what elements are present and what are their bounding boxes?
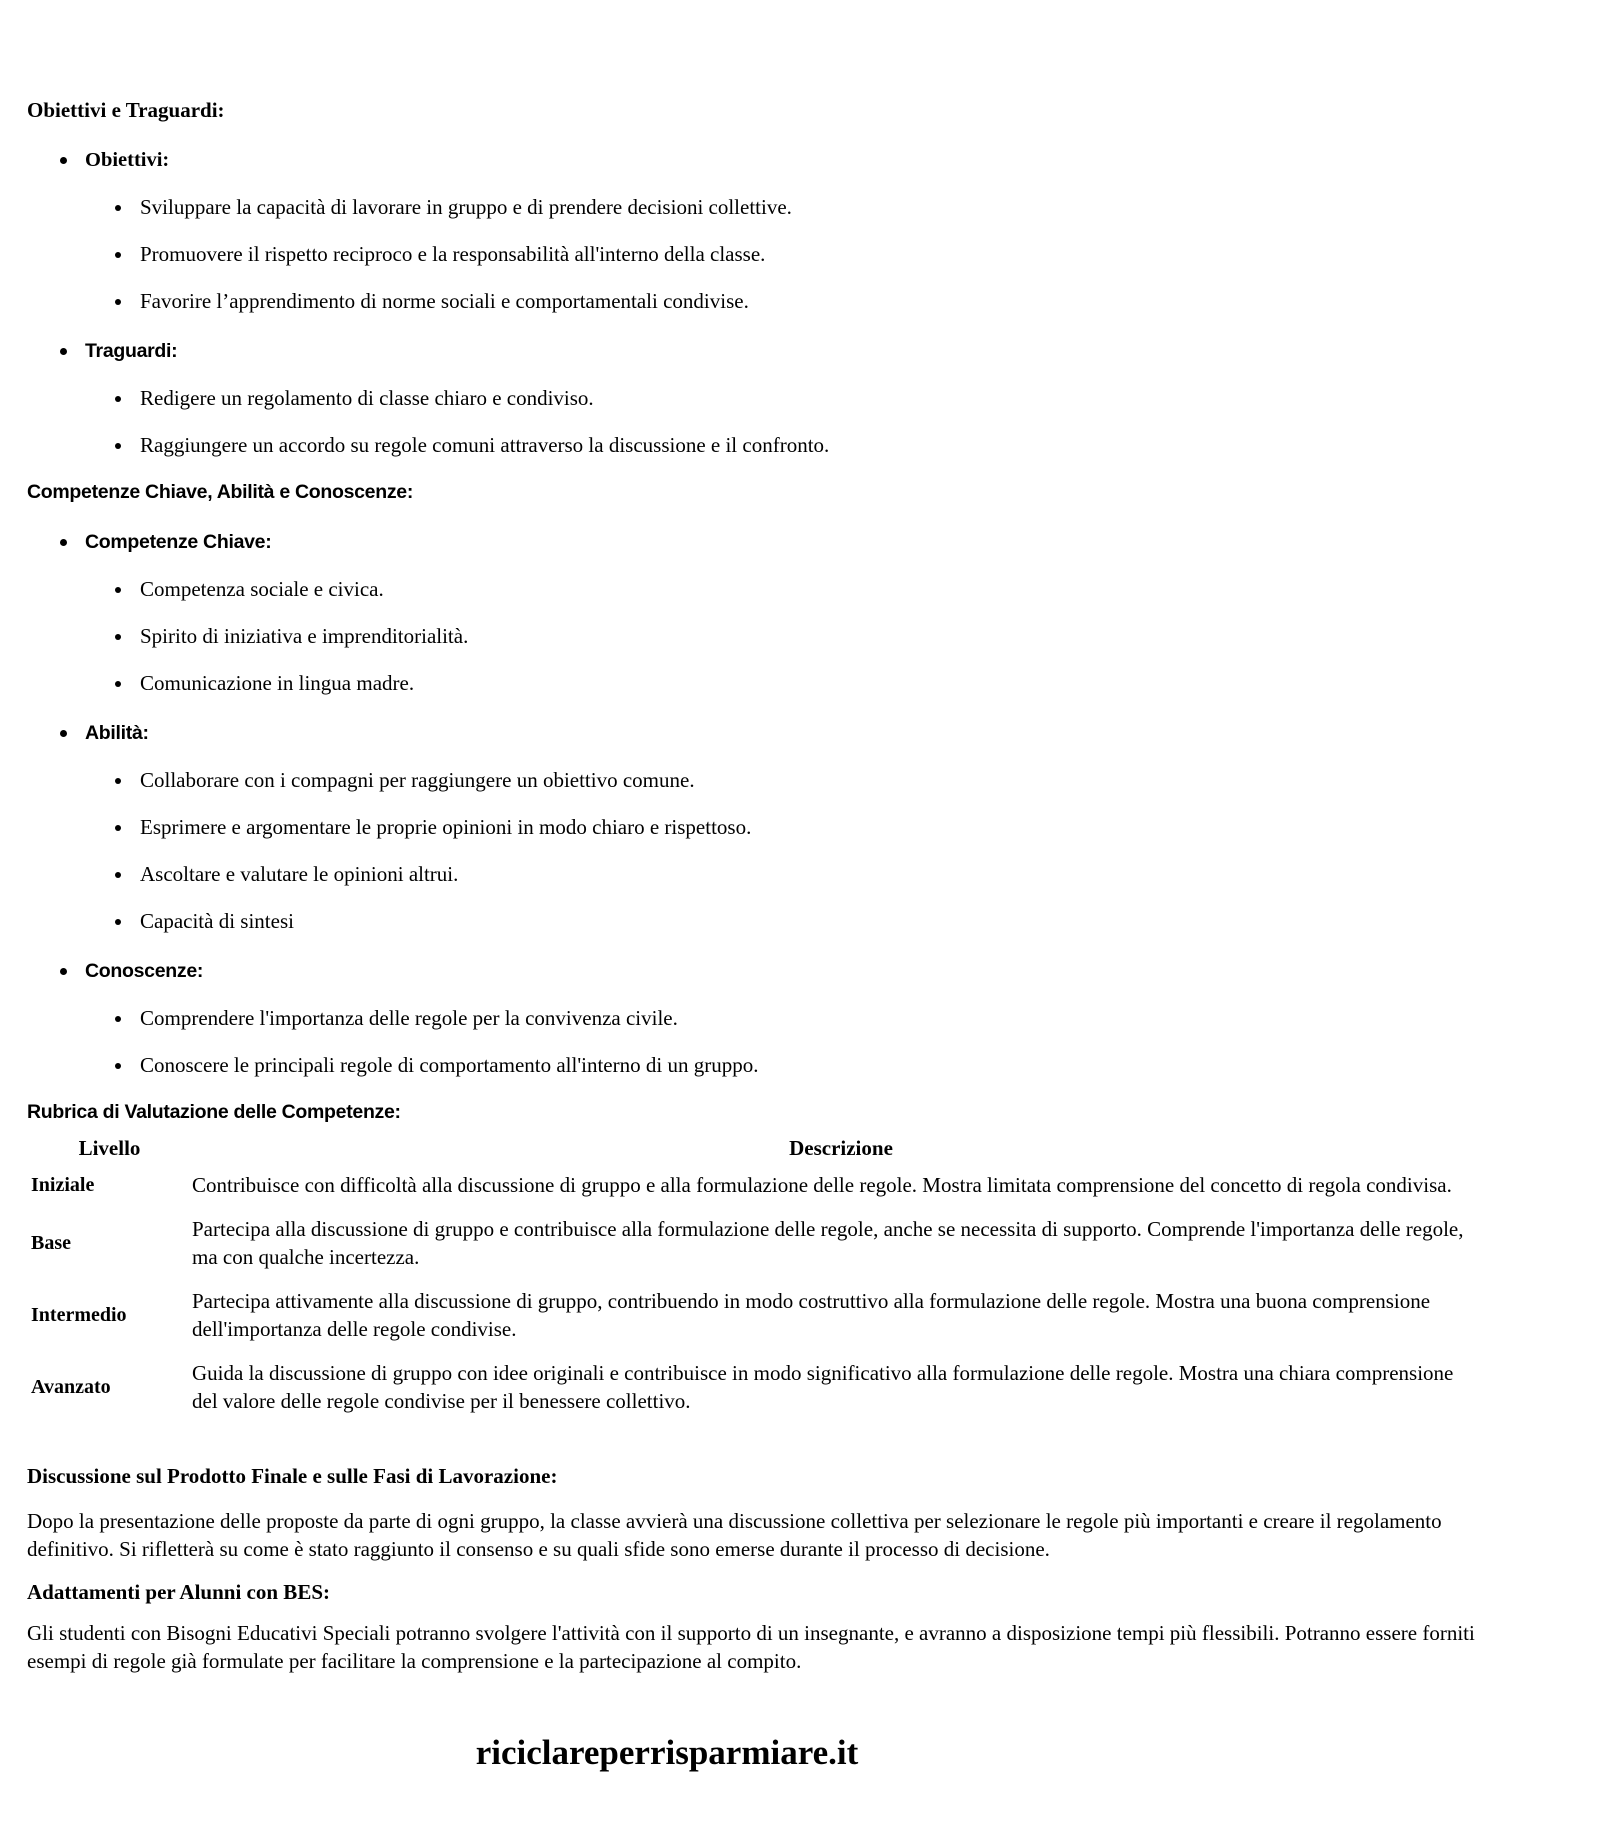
list-item-text: Competenza sociale e civica.	[140, 577, 384, 601]
section-title-competenze-chiave: Competenze Chiave, Abilità e Conoscenze:	[27, 481, 414, 503]
list-item	[115, 288, 1490, 314]
list-item-group-label	[60, 529, 1490, 555]
bullet-icon	[115, 919, 121, 925]
description-cell: Guida la discussione di gruppo con idee originali e contribuisce in modo significativo alla formulazione delle regole. Mostra una chiara comprensione del valore delle regole condivise per il benessere collettivo.	[192, 1361, 1454, 1413]
section-title-discussione: Discussione sul Prodotto Finale e sulle Fasi di Lavorazione:	[27, 1464, 558, 1488]
level-cell: Avanzato	[31, 1376, 111, 1398]
bullet-icon	[60, 539, 67, 546]
list-item-text: Favorire l’apprendimento di norme sociali e comportamentali condivise.	[140, 289, 749, 313]
section-title-obiettivi-e-traguardi: Obiettivi e Traguardi:	[27, 98, 225, 122]
bullet-icon	[115, 1016, 121, 1022]
bullet-icon	[115, 634, 121, 640]
list-item-text: Sviluppare la capacità di lavorare in gruppo e di prendere decisioni collettive.	[140, 195, 792, 219]
rubric-row-avanzato	[27, 1351, 1490, 1423]
list-item	[115, 861, 1490, 887]
bullet-icon	[115, 587, 121, 593]
description-cell: Partecipa alla discussione di gruppo e contribuisce alla formulazione delle regole, anche se necessita di supporto. Comprende l'importanza delle regole, ma con qualche incertezza.	[192, 1217, 1464, 1269]
bullet-icon	[115, 681, 121, 687]
list-item-text: Promuovere il rispetto reciproco e la responsabilità all'interno della classe.	[140, 242, 766, 266]
list-item	[115, 670, 1490, 696]
bullet-icon	[115, 443, 121, 449]
list-item-text: Ascoltare e valutare le opinioni altrui.	[140, 862, 459, 886]
list-item	[115, 908, 1490, 934]
level-cell: Intermedio	[31, 1304, 127, 1326]
list-item	[115, 1005, 1490, 1031]
discussione-paragraph: Dopo la presentazione delle proposte da parte di ogni gruppo, la classe avvierà una discussione collettiva per selezionare le regole più importanti e creare il regolamento definitivo. Si rifletterà su come è stato raggiunto il consenso e su quali sfide sono emerse durante il processo di decisione.	[27, 1509, 1442, 1561]
list-item	[115, 814, 1490, 840]
group-label-abilita: Abilità:	[85, 722, 149, 744]
list-item	[115, 623, 1490, 649]
list-item	[115, 194, 1490, 220]
list-item-group-label	[60, 958, 1490, 984]
rubric-header-row	[27, 1133, 1490, 1163]
bullet-icon	[115, 825, 121, 831]
description-cell: Contribuisce con difficoltà alla discussione di gruppo e alla formulazione delle regole. Mostra limitata comprensione del concetto di regola condivisa.	[192, 1173, 1452, 1197]
list-item-text: Spirito di iniziativa e imprenditorialità.	[140, 624, 469, 648]
list-item-text: Raggiungere un accordo su regole comuni attraverso la discussione e il confronto.	[140, 433, 830, 457]
bullet-icon	[115, 872, 121, 878]
bullet-icon	[115, 396, 121, 402]
bullet-icon	[115, 252, 121, 258]
list-item	[115, 385, 1490, 411]
bes-paragraph: Gli studenti con Bisogni Educativi Speciali potranno svolgere l'attività con il supporto di un insegnante, e avranno a disposizione tempi più flessibili. Potranno essere forniti esempi di regole già formulate per facilitare la comprensione e la partecipazione al compito.	[27, 1621, 1475, 1673]
rubric-header-description: Descrizione	[789, 1136, 893, 1160]
list-item-group-label	[60, 338, 1490, 364]
rubric-row-intermedio	[27, 1279, 1490, 1351]
bullet-icon	[115, 205, 121, 211]
section-title-rubrica: Rubrica di Valutazione delle Competenze:	[27, 1101, 401, 1123]
list-item-group-label	[60, 147, 1490, 173]
rubric-header-level: Livello	[78, 1136, 141, 1160]
list-item	[115, 432, 1490, 458]
list-item	[115, 241, 1490, 267]
bullet-icon	[115, 778, 121, 784]
rubric-row-base	[27, 1207, 1490, 1279]
level-cell: Base	[31, 1232, 71, 1254]
list-item-text: Capacità di sintesi	[140, 909, 294, 933]
bullet-icon	[60, 730, 67, 737]
list-item-text: Comunicazione in lingua madre.	[140, 671, 415, 695]
bullet-icon	[115, 1063, 121, 1069]
description-cell: Partecipa attivamente alla discussione di gruppo, contribuendo in modo costruttivo alla formulazione delle regole. Mostra una buona comprensione dell'importanza delle regole condivise.	[192, 1289, 1431, 1341]
list-item-text: Conoscere le principali regole di comportamento all'interno di un gruppo.	[140, 1053, 759, 1077]
list-item-text: Esprimere e argomentare le proprie opinioni in modo chiaro e rispettoso.	[140, 815, 752, 839]
list-item	[115, 1052, 1490, 1078]
section-title-adattamenti-bes: Adattamenti per Alunni con BES:	[27, 1580, 330, 1604]
group-label-obiettivi: Obiettivi:	[85, 149, 170, 171]
list-item-text: Comprendere l'importanza delle regole per la convivenza civile.	[140, 1006, 678, 1030]
group-label-conoscenze: Conoscenze:	[85, 960, 204, 982]
list-item	[115, 767, 1490, 793]
group-label-competenze-chiave: Competenze Chiave:	[85, 531, 272, 553]
rubric-table	[27, 1133, 1490, 1423]
level-cell: Iniziale	[31, 1174, 95, 1196]
list-item-text: Collaborare con i compagni per raggiungere un obiettivo comune.	[140, 768, 695, 792]
bullet-icon	[60, 968, 67, 975]
list-item	[115, 576, 1490, 602]
footer-site-name: riciclareperrisparmiare.it	[475, 1733, 859, 1772]
bullet-icon	[115, 299, 121, 305]
rubric-row-iniziale	[27, 1163, 1490, 1207]
bullet-icon	[60, 348, 67, 355]
list-item-group-label	[60, 720, 1490, 746]
bullet-icon	[60, 157, 67, 164]
list-item-text: Redigere un regolamento di classe chiaro e condiviso.	[140, 386, 594, 410]
group-label-traguardi: Traguardi:	[85, 340, 178, 362]
